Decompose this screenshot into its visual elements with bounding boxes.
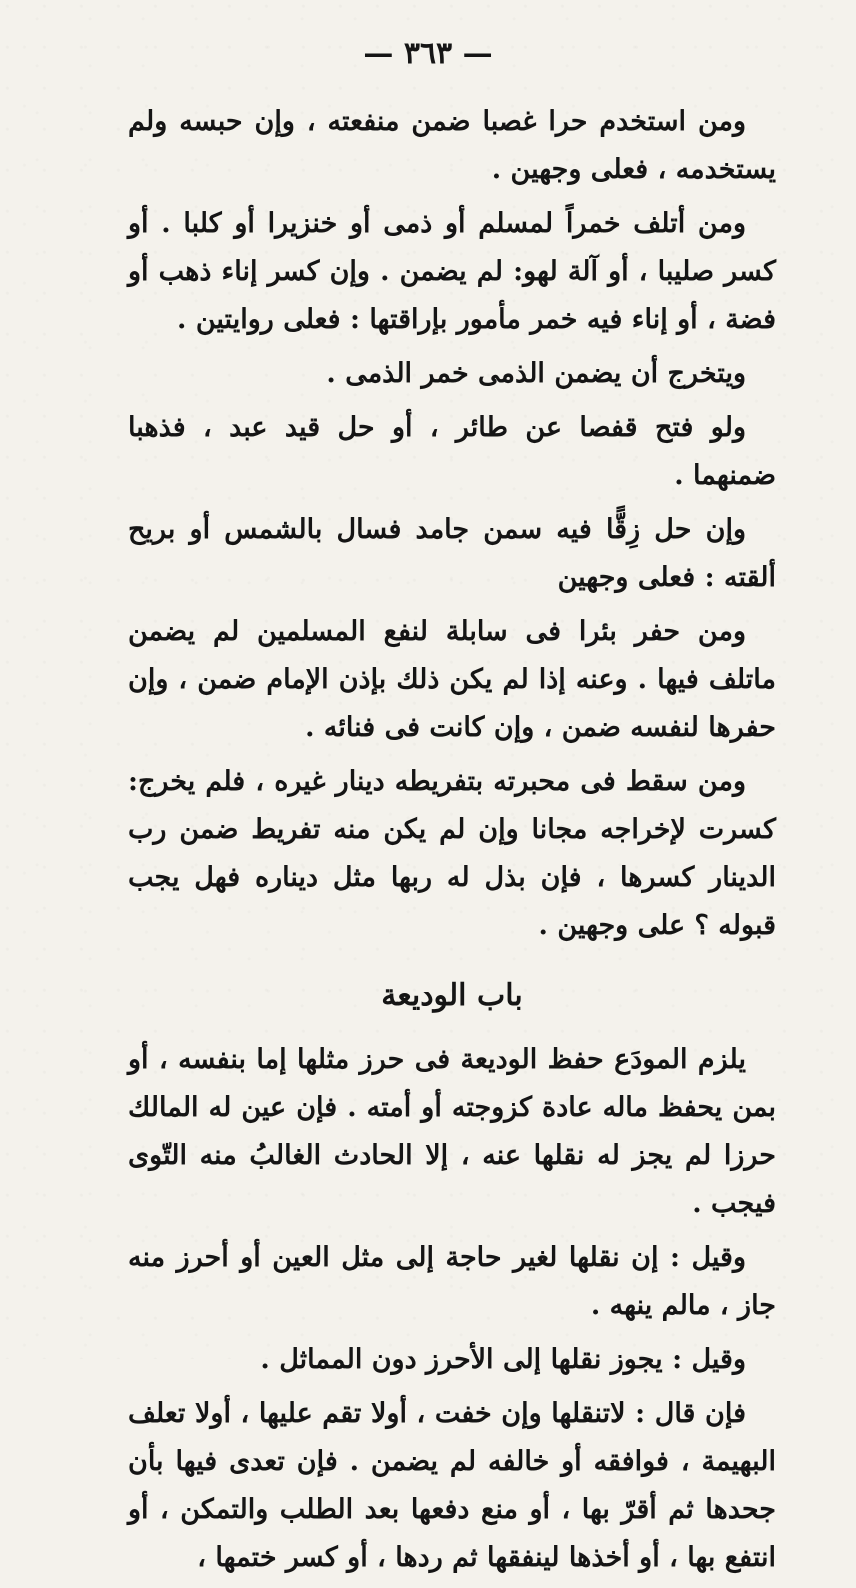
paragraph: ومن حفر بئرا فى سابلة لنفع المسلمين لم يضمن ماتلف فيها . وعنه إذا لم يكن ذلك بإذن الإمام ضمن ، وإن حفرها لنفسه ضمن ، وإن كانت فى فنائه .	[128, 616, 776, 743]
paragraph: وقيل : يجوز نقلها إلى الأحرز دون المماثل .	[260, 1344, 746, 1375]
page-body	[128, 98, 776, 1588]
paragraph: فإن قال : لاتنقلها وإن خفت ، أولا تقم عليها ، أولا تعلف البهيمة ، فوافقه أو خالفه لم يضمن . فإن تعدى فيها بأن جحدها ثم أقرّ بها ، أو منع دفعها بعد الطلب والتمكن ، أو انتفع بها ، أو أخذها لينفقها ثم ردها ، أو كسر ختمها ،	[128, 1398, 776, 1573]
paragraph: وقيل : إن نقلها لغير حاجة إلى مثل العين أو أحرز منه جاز ، مالم ينهه .	[128, 1242, 776, 1321]
paragraph: ومن استخدم حرا غصبا ضمن منفعته ، وإن حبسه ولم يستخدمه ، فعلى وجهين .	[128, 106, 776, 185]
paragraph: وإن حل زِقًّا فيه سمن جامد فسال بالشمس أو بريح ألقته : فعلى وجهين	[128, 514, 776, 593]
paragraph: ومن سقط فى محبرته بتفريطه دينار غيره ، فلم يخرج: كسرت لإخراجه مجانا وإن لم يكن منه تفريط ضمن رب الدينار كسرها ، فإن بذل له ربها مثل ديناره فهل يجب قبوله ؟ على وجهين .	[128, 766, 776, 941]
paragraph: ومن أتلف خمراً لمسلم أو ذمى أو خنزيرا أو كلبا . أو كسر صليبا ، أو آلة لهو: لم يضمن . وإن كسر إناء ذهب أو فضة ، أو إناء فيه خمر مأمور بإراقتها : فعلى روايتين .	[128, 208, 776, 335]
paragraph: ولو فتح قفصا عن طائر ، أو حل قيد عبد ، فذهبا ضمنهما .	[128, 412, 776, 491]
page-number: — ٣٦٣ —	[363, 36, 493, 71]
chapter-heading: باب الوديعة	[381, 978, 523, 1013]
paragraph: ويتخرج أن يضمن الذمى خمر الذمى .	[326, 358, 746, 389]
paragraph: يلزم المودَع حفظ الوديعة فى حرز مثلها إما بنفسه ، أو بمن يحفظ ماله عادة كزوجته أو أمته . فإن عين له المالك حرزا لم يجز له نقلها عنه ، إلا الحادث الغالبُ منه التّوى فيجب .	[128, 1044, 776, 1219]
